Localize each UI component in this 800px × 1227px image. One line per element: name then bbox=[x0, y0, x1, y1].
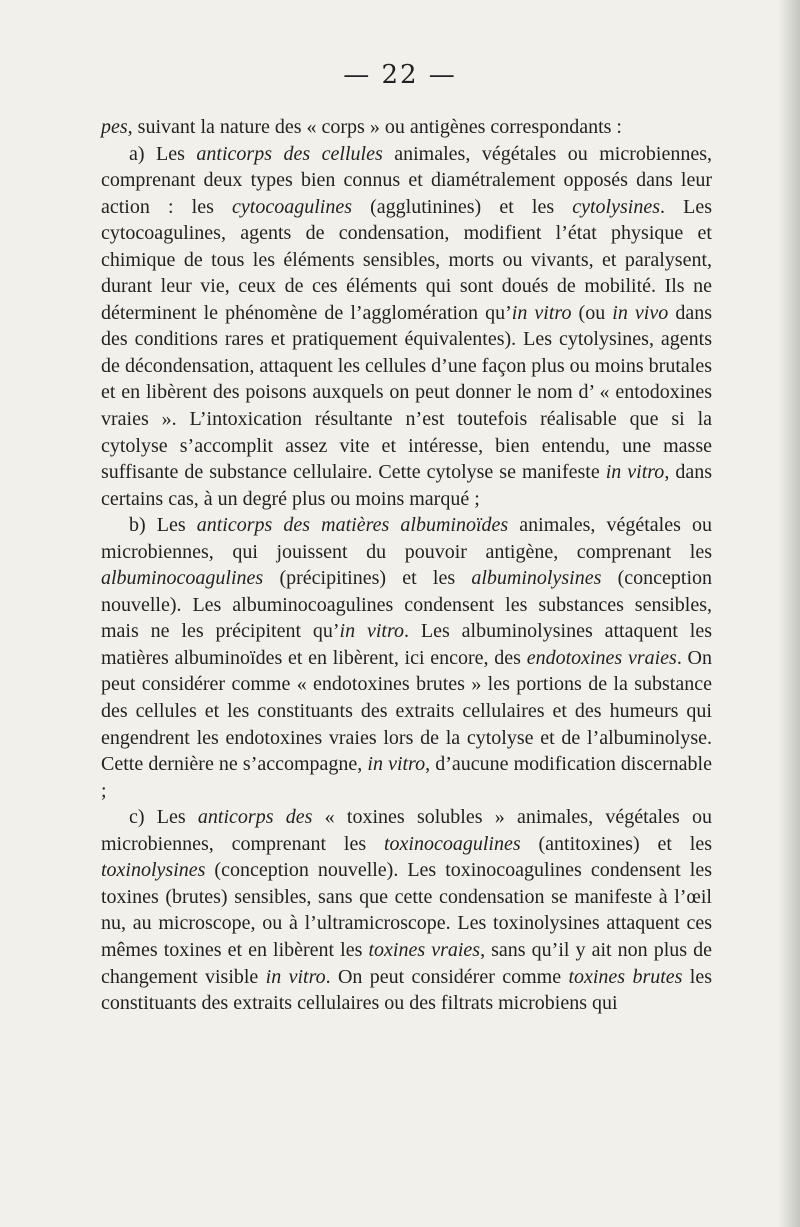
page-number: — 22 — bbox=[343, 60, 457, 90]
page-edge-shadow bbox=[778, 0, 800, 1227]
paragraph-b: b) Les anticorps des matières albuminoïdes animales, végétales ou microbiennes, qui jouissent du pouvoir antigène, comprenant les albuminocoagulines (précipitines) et les albuminolysines (conception nouvelle). Les albuminocoagulines condensent les substances sensibles, mais ne les précipitent qu’in vitro. Les albuminolysines attaquent les matières albuminoïdes et en libèrent, ici encore, des endotoxines vraies. On peut considérer comme « endotoxines brutes » les portions de la substance des cellules et les constituants des extraits cellulaires et des humeurs qui engendrent les endotoxines vraies lors de la cytolyse et de l’albuminolyse. Cette dernière ne s’accompagne, in vitro, d’aucune modification discernable ; bbox=[101, 514, 713, 802]
body-text bbox=[101, 114, 712, 1017]
intro-italic: pes bbox=[101, 116, 128, 138]
paragraph-intro bbox=[101, 114, 712, 141]
paragraph-a: a) Les anticorps des cellules animales, végétales ou microbiennes, comprenant deux types bien connus et diamétralement opposés dans leur action : les cytocoagulines (agglutinines) et les cytolysines. Les cytocoagulines, agents de condensation, modifient l’état physique et chimique de tous les éléments sensibles, morts ou vivants, et paralysent, durant leur vie, ceux de ces éléments qui sont doués de mobilité. Ils ne déterminent le phénomène de l’agglomération qu’in vitro (ou in vivo dans des conditions rares et pratiquement équivalentes). Les cytolysines, agents de décondensation, attaquent les cellules d’une façon plus ou moins brutales et en libèrent des poisons auxquels on peut donner le nom d’ « entodoxines vraies ». L’intoxication résultante n’est toutefois réalisable que si la cytolyse s’accomplit assez vite et intéresse, bien entendu, une masse suffisante de substance cellulaire. Cette cytolyse se manifeste in vitro, dans certains cas, à un degré plus ou moins marqué ; bbox=[101, 142, 713, 510]
intro-text: , suivant la nature des « corps » ou antigènes correspondants : bbox=[127, 116, 622, 138]
paragraph-c: c) Les anticorps des « toxines solubles » animales, végétales ou microbiennes, comprenant les toxinocoagulines (antitoxines) et les toxinolysines (conception nouvelle). Les toxinocoagulines condensent les toxines (brutes) sensibles, sans que cette condensation se manifeste à l’œil nu, au microscope, ou à l’ultramicroscope. Les toxinolysines attaquent ces mêmes toxines et en libèrent les toxines vraies, sans qu’il y ait non plus de changement visible in vitro. On peut considérer comme toxines brutes les constituants des extraits cellulaires ou des filtrats microbiens qui bbox=[101, 806, 713, 1015]
